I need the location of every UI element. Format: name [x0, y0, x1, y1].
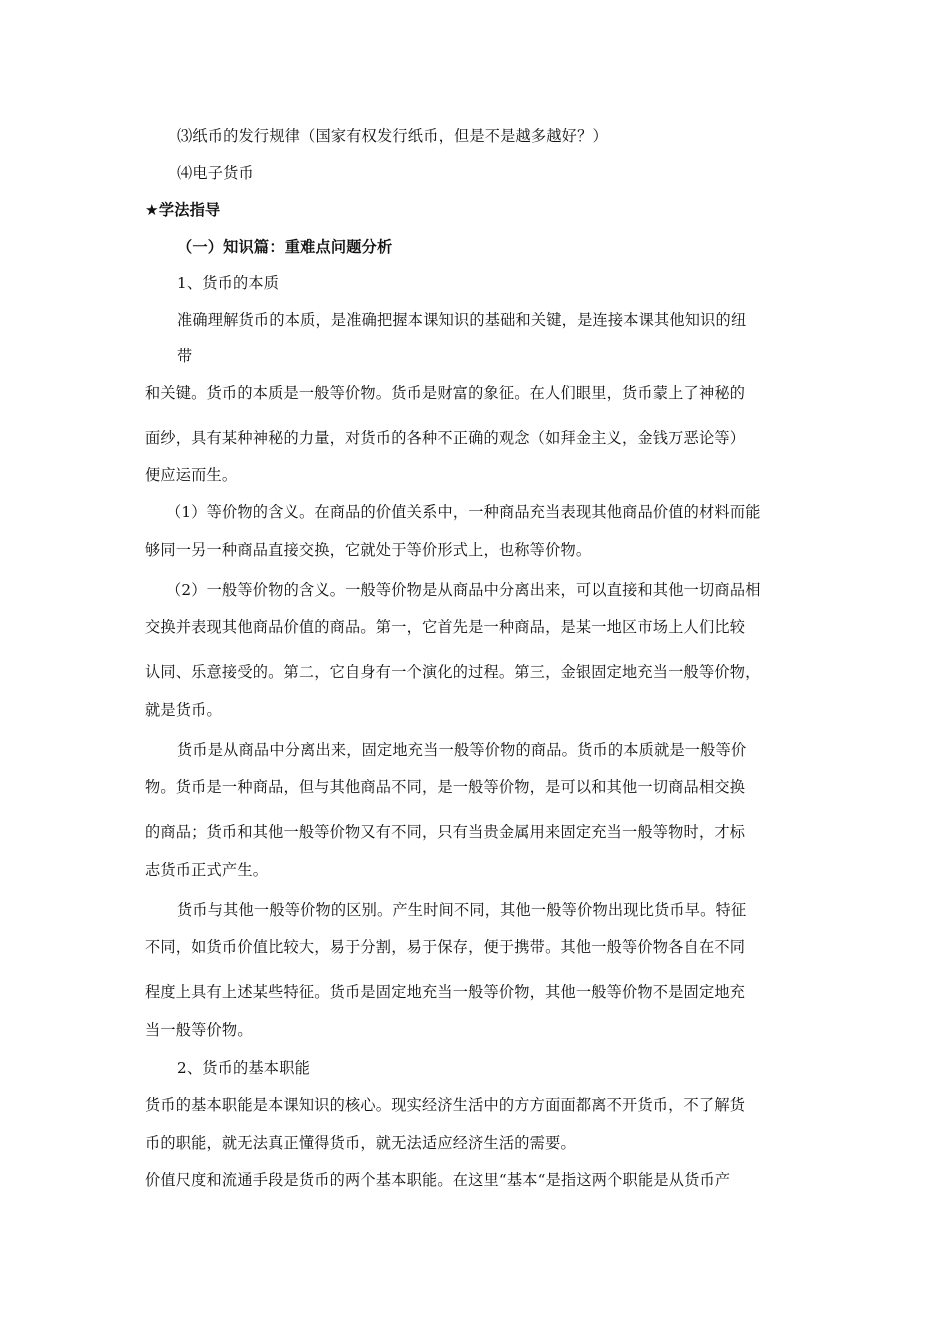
text-line: 够同一另一种商品直接交换，它就处于等价形式上，也称等价物。	[145, 541, 592, 559]
text-line: ⑶纸币的发行规律（国家有权发行纸币，但是不是越多越好？）	[177, 127, 608, 145]
numbered-heading: 2、货币的基本职能	[177, 1059, 310, 1077]
text-line: 就是货币。	[145, 701, 222, 719]
text-line: 的商品；货币和其他一般等价物又有不同，只有当贵金属用来固定充当一般等物时，才标	[145, 823, 746, 841]
text-line: 不同，如货币价值比较大，易于分割，易于保存，便于携带。其他一般等价物各自在不同	[145, 938, 746, 956]
text-line: （2）一般等价物的含义。一般等价物是从商品中分离出来，可以直接和其他一切商品相	[166, 581, 761, 599]
text-line: 价值尺度和流通手段是货币的两个基本职能。在这里“基本“是指这两个职能是从货币产	[145, 1171, 731, 1189]
text-line: 志货币正式产生。	[145, 861, 269, 879]
text-line: 认同、乐意接受的。第二，它自身有一个演化的过程。第三，金银固定地充当一般等价物，	[145, 663, 761, 681]
text-line: 当一般等价物。	[145, 1021, 253, 1039]
subsection-heading: （一）知识篇：重难点问题分析	[177, 238, 393, 256]
text-line: 交换并表现其他商品价值的商品。第一，它首先是一种商品，是某一地区市场上人们比较	[145, 618, 746, 636]
numbered-heading: 1、货币的本质	[177, 274, 280, 292]
text-line: 和关键。货币的本质是一般等价物。货币是财富的象征。在人们眼里，货币蒙上了神秘的	[145, 384, 746, 402]
text-line: 便应运而生。	[145, 466, 238, 484]
text-line: 货币是从商品中分离出来，固定地充当一般等价物的商品。货币的本质就是一般等价	[177, 741, 747, 759]
text-line: 带	[177, 347, 193, 365]
text-line: 面纱，具有某种神秘的力量，对货币的各种不正确的观念（如拜金主义，金钱万恶论等）	[145, 429, 746, 447]
text-line: 物。货币是一种商品，但与其他商品不同，是一般等价物，是可以和其他一切商品相交换	[145, 778, 746, 796]
text-line: 程度上具有上述某些特征。货币是固定地充当一般等价物，其他一般等价物不是固定地充	[145, 983, 746, 1001]
text-line: 货币与其他一般等价物的区别。产生时间不同，其他一般等价物出现比货币早。特征	[177, 901, 747, 919]
text-line: （1）等价物的含义。在商品的价值关系中，一种商品充当表现其他商品价值的材料而能	[166, 503, 761, 521]
section-heading: ★学法指导	[145, 201, 221, 219]
text-line: 币的职能，就无法真正懂得货币，就无法适应经济生活的需要。	[145, 1134, 576, 1152]
text-line: ⑷电子货币	[177, 164, 254, 182]
text-line: 准确理解货币的本质，是准确把握本课知识的基础和关键，是连接本课其他知识的纽	[177, 311, 747, 329]
text-line: 货币的基本职能是本课知识的核心。现实经济生活中的方方面面都离不开货币，不了解货	[145, 1096, 746, 1114]
